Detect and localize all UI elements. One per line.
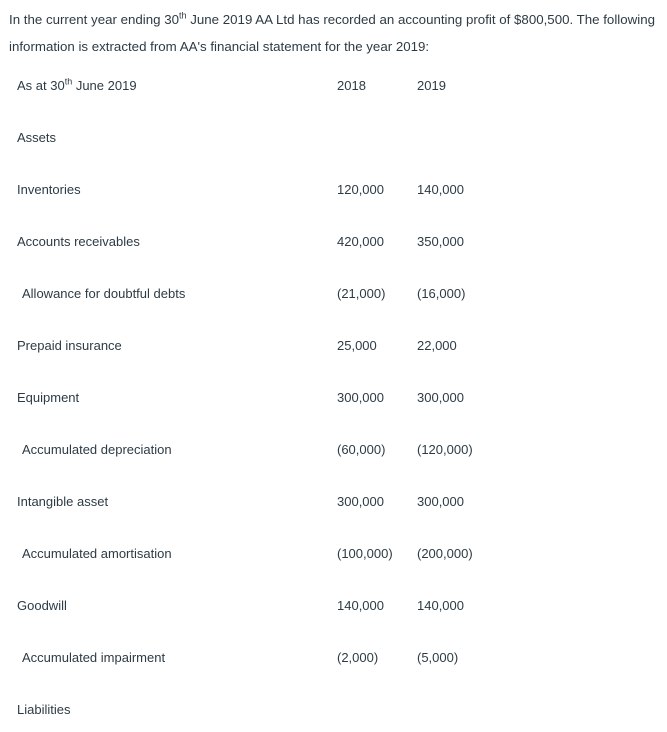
value-2019: (5,000) bbox=[417, 650, 459, 665]
row-label: Accumulated amortisation bbox=[22, 546, 172, 561]
table-row bbox=[0, 234, 667, 254]
value-2019: 140,000 bbox=[417, 598, 464, 613]
value-2018: (21,000) bbox=[337, 286, 386, 301]
row-label: Allowance for doubtful debts bbox=[22, 286, 186, 301]
intro-text-continued: June 2019 AA Ltd has recorded an accounting profit of $800,500. The following information is extracted from AA's financial statement for the year 2019: bbox=[9, 12, 655, 54]
header-2019: 2019 bbox=[417, 78, 446, 93]
table-row bbox=[0, 702, 667, 722]
value-2018: 25,000 bbox=[337, 338, 377, 353]
value-2018: 420,000 bbox=[337, 234, 384, 249]
intro-superscript: th bbox=[179, 10, 187, 21]
row-label: Goodwill bbox=[17, 598, 67, 613]
value-2019: 300,000 bbox=[417, 494, 464, 509]
value-2018: 120,000 bbox=[337, 182, 384, 197]
value-2019: 22,000 bbox=[417, 338, 457, 353]
row-label: Equipment bbox=[17, 390, 80, 405]
table-row bbox=[0, 286, 667, 306]
row-label: Prepaid insurance bbox=[17, 338, 122, 353]
intro-paragraph bbox=[9, 6, 665, 60]
value-2019: (120,000) bbox=[417, 442, 473, 457]
row-label: Assets bbox=[17, 130, 57, 145]
value-2019: 140,000 bbox=[417, 182, 464, 197]
value-2019: (16,000) bbox=[417, 286, 466, 301]
header-label: As at 30th June 2019 bbox=[17, 76, 137, 93]
value-2018: 300,000 bbox=[337, 390, 384, 405]
row-label: Intangible asset bbox=[17, 494, 109, 509]
row-label: Liabilities bbox=[17, 702, 71, 717]
table-row bbox=[0, 182, 667, 202]
table-header-row bbox=[0, 78, 667, 98]
table-row bbox=[0, 546, 667, 566]
row-label: Accumulated depreciation bbox=[22, 442, 172, 457]
table-row bbox=[0, 338, 667, 358]
header-2018: 2018 bbox=[337, 78, 366, 93]
value-2018: (2,000) bbox=[337, 650, 379, 665]
table-row bbox=[0, 130, 667, 150]
value-2019: 350,000 bbox=[417, 234, 464, 249]
table-row bbox=[0, 650, 667, 670]
value-2019: 300,000 bbox=[417, 390, 464, 405]
value-2018: 140,000 bbox=[337, 598, 384, 613]
intro-text: In the current year ending 30 bbox=[9, 12, 180, 27]
row-label: Accounts receivables bbox=[17, 234, 140, 249]
row-label: Accumulated impairment bbox=[22, 650, 166, 665]
table-row bbox=[0, 494, 667, 514]
table-row bbox=[0, 598, 667, 618]
value-2018: (60,000) bbox=[337, 442, 386, 457]
value-2018: 300,000 bbox=[337, 494, 384, 509]
value-2018: (100,000) bbox=[337, 546, 393, 561]
table-row bbox=[0, 442, 667, 462]
value-2019: (200,000) bbox=[417, 546, 473, 561]
row-label: Inventories bbox=[17, 182, 81, 197]
table-row bbox=[0, 390, 667, 410]
